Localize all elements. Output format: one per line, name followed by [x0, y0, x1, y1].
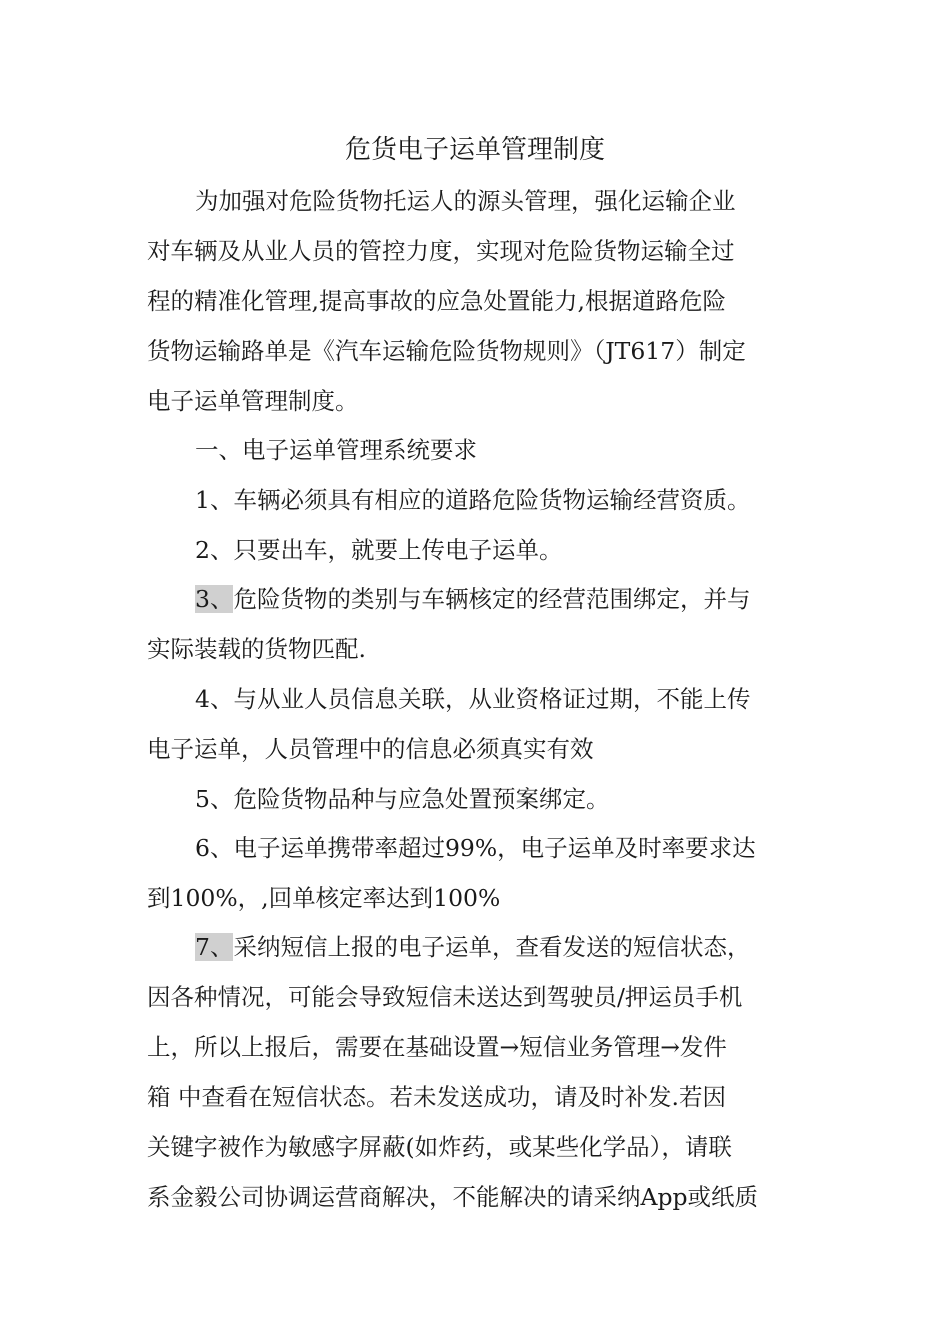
paragraph-line: 关键字被作为敏感字屏蔽(如炸药，或某些化学品），请联 — [147, 1133, 732, 1161]
paragraph-line: 货物运输路单是《汽车运输危险货物规则》（JT617）制定 — [147, 337, 746, 365]
paragraph-line: 到100%，,回单核定率达到100% — [147, 884, 501, 912]
section-heading: 一、电子运单管理系统要求 — [195, 436, 477, 464]
list-item: 5、危险货物品种与应急处置预案绑定。 — [195, 785, 610, 813]
list-item — [195, 929, 750, 965]
list-item: 2、只要出车，就要上传电子运单。 — [195, 536, 563, 564]
paragraph-line: 电子运单管理制度。 — [147, 387, 359, 415]
paragraph-line: 上，所以上报后，需要在基础设置→短信业务管理→发件 — [147, 1033, 727, 1061]
list-item: 4、与从业人员信息关联，从业资格证过期，不能上传 — [195, 685, 751, 713]
list-item — [195, 581, 750, 617]
paragraph-line: 对车辆及从业人员的管控力度，实现对危险货物运输全过 — [147, 237, 735, 265]
paragraph-line: 因各种情况，可能会导致短信未送达到驾驶员/押运员手机 — [147, 983, 743, 1011]
list-item: 6、电子运单携带率超过99%，电子运单及时率要求达 — [195, 834, 756, 862]
list-item: 1、车辆必须具有相应的道路危险货物运输经营资质。 — [195, 486, 751, 514]
paragraph-line: 电子运单，人员管理中的信息必须真实有效 — [147, 735, 594, 763]
paragraph-line: 程的精准化管理,提高事故的应急处置能力,根据道路危险 — [147, 287, 726, 315]
paragraph-line: 系金毅公司协调运营商解决，不能解决的请采纳App或纸质 — [147, 1183, 759, 1211]
list-item-text: 危险货物的类别与车辆核定的经营范围绑定，并与 — [233, 585, 751, 613]
list-item-text: 采纳短信上报的电子运单，查看发送的短信状态， — [233, 933, 751, 961]
document-title: 危货电子运单管理制度 — [344, 135, 605, 165]
paragraph-line: 箱 中查看在短信状态。若未发送成功，请及时补发.若因 — [147, 1083, 726, 1111]
highlighted-marker: 3、 — [195, 585, 234, 613]
paragraph-line: 为加强对危险货物托运人的源头管理，强化运输企业 — [195, 187, 736, 215]
paragraph-line: 实际装载的货物匹配. — [147, 635, 366, 663]
highlighted-marker: 7、 — [195, 933, 234, 961]
